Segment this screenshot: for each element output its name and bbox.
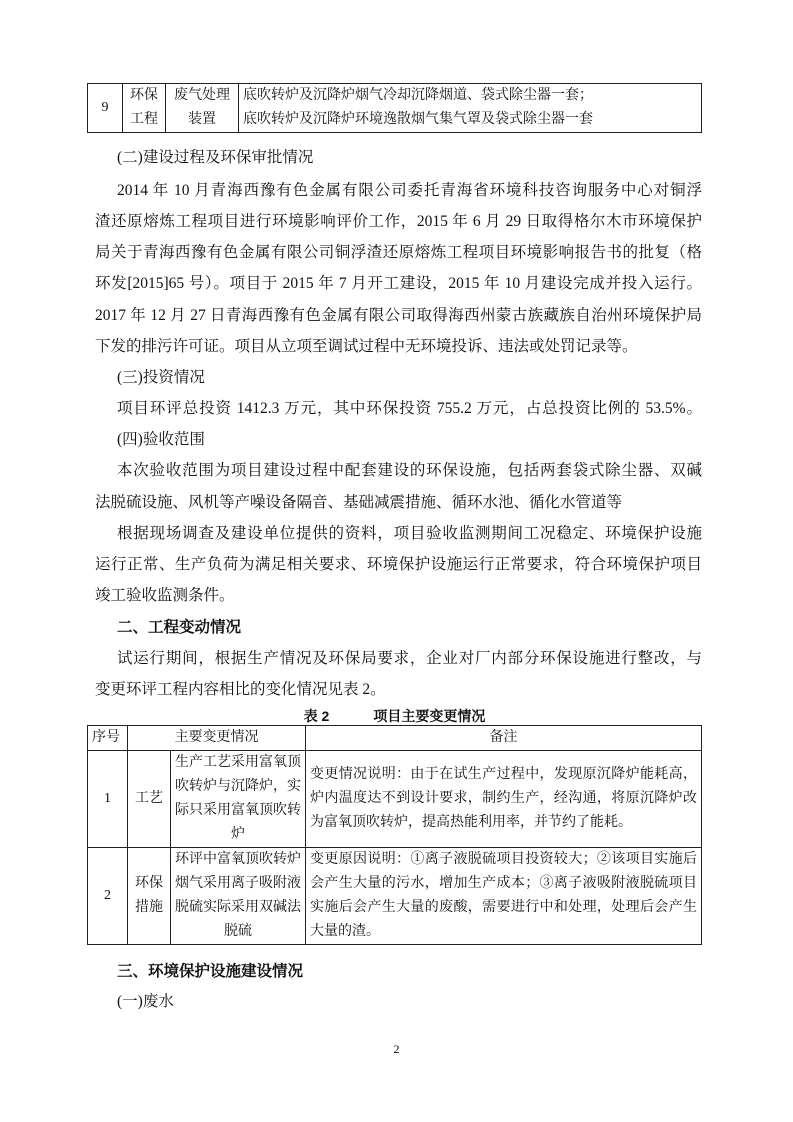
row-content: 底吹转炉及沉降炉烟气冷却沉降烟道、袋式除尘器一套； 底吹转炉及沉降炉环境逸散烟气集气罩及袋式除尘器一套 (239, 84, 702, 133)
paragraph-line: 变更环评工程内容相比的变化情况见表 2。 (95, 681, 386, 698)
row-number: 2 (88, 848, 128, 945)
row-note: 变更情况说明：由于在试生产过程中，发现原沉降炉能耗高，炉内温度达不到设计要求，制约生产，经沟通，将原沉降炉改为富氧顶吹转炉，提高热能利用率，并节约了能耗。 (306, 751, 702, 848)
row-category: 环保 工程 (123, 84, 166, 133)
row-number: 1 (88, 751, 128, 848)
header-change: 主要变更情况 (128, 726, 306, 751)
table-header-row (88, 726, 702, 751)
row-item: 废气处理 装置 (166, 84, 239, 133)
table-row (88, 848, 702, 945)
paragraph-line: 下发的排污许可证。项目从立项至调试过程中无环境投诉、违法或处罚记录等。 (95, 338, 638, 355)
row-change: 环评中富氧顶吹转炉烟气采用离子吸附液脱硫实际采用双碱法脱硫 (171, 848, 306, 945)
table-row (88, 84, 702, 133)
facility-table (87, 83, 702, 133)
paragraph-line: 法脱硫设施、风机等产噪设备隔音、基础减震措施、循环水池、循化水管道等 (95, 494, 623, 511)
paragraph-line: 项目环评总投资 1412.3 万元，其中环保投资 755.2 万元，占总投资比例的 53.5%。 (117, 400, 702, 417)
paragraph-line: 渣还原熔炼工程项目进行环境影响评价工作，2015 年 6 月 29 日取得格尔木市环境保护 (95, 213, 702, 230)
chapter-heading: 二、工程变动情况 (117, 619, 242, 636)
paragraph-line: 环发[2015]65 号）。项目于 2015 年 7 月开工建设，2015 年 10 月建设完成并投入运行。 (95, 275, 702, 292)
paragraph-line: 本次验收范围为项目建设过程中配套建设的环保设施，包括两套袋式除尘器、双碱 (117, 462, 702, 479)
section-heading: (二)建设过程及环保审批情况 (117, 149, 314, 166)
row-category: 环保措施 (128, 848, 171, 945)
table-row (88, 751, 702, 848)
header-no: 序号 (88, 726, 128, 751)
table-caption: 表 2 项目主要变更情况 (303, 708, 486, 724)
paragraph-line: 运行正常、生产负荷为满足相关要求、环境保护设施运行正常要求，符合环境保护项目 (95, 556, 702, 573)
section-heading: (一)废水 (117, 993, 174, 1010)
paragraph-line: 2014 年 10 月青海西豫有色金属有限公司委托青海省环境科技咨询服务中心对铜浮 (117, 182, 702, 199)
paragraph-line: 竣工验收监测条件。 (95, 587, 235, 604)
header-note: 备注 (306, 726, 702, 751)
row-number: 9 (88, 84, 123, 133)
paragraph-line: 根据现场调查及建设单位提供的资料，项目验收监测期间工况稳定、环境保护设施 (117, 525, 702, 542)
section-heading: (四)验收范围 (117, 431, 205, 448)
paragraph-line: 2017 年 12 月 27 日青海西豫有色金属有限公司取得海西州蒙古族藏族自治州环境保护局 (95, 307, 702, 324)
chapter-heading: 三、环境保护设施建设情况 (117, 963, 304, 980)
changes-table (87, 725, 702, 945)
paragraph-line: 局关于青海西豫有色金属有限公司铜浮渣还原熔炼工程项目环境影响报告书的批复（格 (95, 244, 702, 261)
row-note: 变更原因说明：①离子液脱硫项目投资较大；②该项目实施后会产生大量的污水，增加生产成本；③离子液吸附液脱硫项目实施后会产生大量的废酸，需要进行中和处理，处理后会产生大量的渣。 (306, 848, 702, 945)
page-number: 2 (393, 1042, 400, 1056)
paragraph-line: 试运行期间，根据生产情况及环保局要求，企业对厂内部分环保设施进行整改，与 (117, 650, 702, 667)
section-heading: (三)投资情况 (117, 369, 205, 386)
row-category: 工艺 (128, 751, 171, 848)
row-change: 生产工艺采用富氧顶吹转炉与沉降炉，实际只采用富氧顶吹转炉 (171, 751, 306, 848)
